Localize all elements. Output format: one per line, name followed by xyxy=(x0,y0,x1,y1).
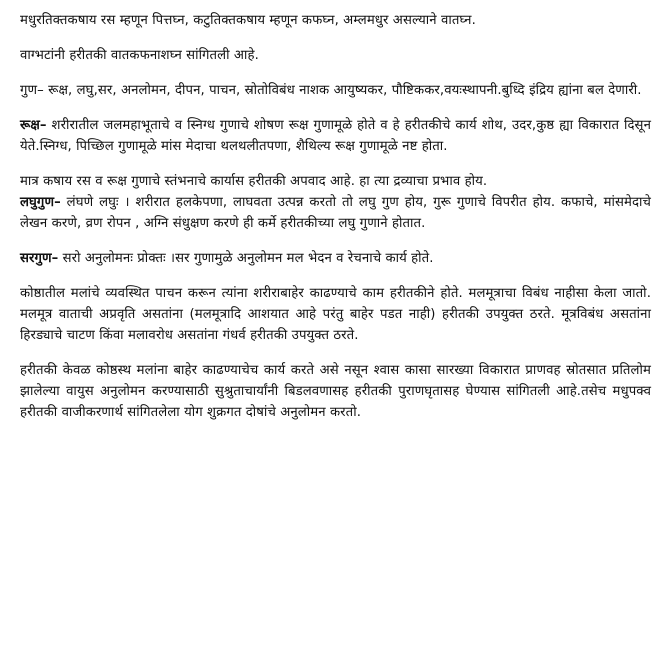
saraguna-heading: सरगुण– xyxy=(20,251,59,266)
paragraph-text: हरीतकी केवळ कोष्ठस्थ मलांना बाहेर काढण्याचेच कार्य करते असे नसून श्‍वास कासा सारख्या विकारात प्राणवह स्रोतसात प्रतिलोम झालेल्या वायुस अनुलोमन करण्यासाठी सुश्रुताचार्यांनी बिडलवणासह हरीतकी पुराणघृतासह घेण्यास सांगितली आहे.तसेच मधुपक्व हरीतकी वाजीकरणार्थ सांगितलेला योग शुक्रगत दोषांचे अनुलोमन करतो. xyxy=(20,363,651,420)
paragraph-guna xyxy=(20,80,651,101)
paragraph-text: शरीरातील जलमहाभूताचे व स्निग्ध गुणाचे शोषण रूक्ष गुणामूळे होते व हे हरीतकीचे कार्य शोथ, उदर,कुष्ठ ह्या विकारात दिसून येते.स्निग्ध, पिच्छिल गुणामूळे मांस मेदाचा थलथलीतपणा, शैथिल्य रूक्ष गुणामूळे नष्ट होता. xyxy=(20,118,651,154)
paragraph-text: सरो अनुलोमनः प्रोक्तः ।सर गुणामुळे अनुलोमन मल भेदन व रेचनाचे कार्य होते. xyxy=(58,251,434,266)
laghuguna-heading: लघुगुण– xyxy=(20,195,61,210)
paragraph-saraguna xyxy=(20,248,651,269)
paragraph-rasa xyxy=(20,10,651,31)
paragraph-laghuguna xyxy=(20,192,651,234)
paragraph-ruksha xyxy=(20,115,651,157)
paragraph-matra xyxy=(20,171,651,192)
paragraph-vagbhata xyxy=(20,45,651,66)
paragraph-text: लंघणे लघुः । शरीरात हलकेपणा, लाघवता उत्पन्न करतो तो लघु गुण होय, गुरू गुणाचे विपरीत होय. कफाचे, मांसमेदाचे लेखन करणे, व्रण रोपन , अग्नि संधुक्षण करणे ही कर्मे हरीतकीच्या लघु गुणाने होतात. xyxy=(20,195,651,231)
paragraph-text: वाग्भटांनी हरीतकी वातकफनाशघ्न सांगितली आहे. xyxy=(20,48,259,63)
paragraph-koshtha xyxy=(20,283,651,346)
ruksha-heading: रूक्ष– xyxy=(20,118,47,133)
paragraph-text: गुण– रूक्ष, लघु,सर, अनलोमन, दीपन, पाचन, स्रोतोविबंध नाशक आयुष्यकर, पौष्टिककर,वयःस्थापनी.बुध्दि इंद्रिय ह्यांना बल देणारी. xyxy=(20,83,642,98)
paragraph-text: कोष्ठातील मलांचे व्यवस्थित पाचन करून त्यांना शरीराबाहेर काढण्याचे काम हरीतकीने होते. मलमूत्राचा विबंध नाहीसा केला जातो. मलमूत्र वाताची अप्रवृति असतांना (मलमूत्रादि आशयात आहे परंतु बाहेर पडत नाही) हरीतकी उपयुक्त ठरते. मूत्रविबंध असतांना हिरड्याचे चाटण किंवा मलावरोध असतांना गंधर्व हरीतकी उपयुक्त ठरते. xyxy=(20,286,651,343)
paragraph-haritaki xyxy=(20,360,651,423)
paragraph-text: मात्र कषाय रस व रूक्ष गुणाचे स्तंभनाचे कार्यास हरीतकी अपवाद आहे. हा त्या द्रव्याचा प्रभाव होय. xyxy=(20,174,488,189)
paragraph-text: मधुरतिक्तकषाय रस म्हणून पित्तघ्न, कटुतिक्तकषाय म्हणून कफघ्न, अम्लमधुर असल्याने वातघ्न. xyxy=(20,13,476,28)
